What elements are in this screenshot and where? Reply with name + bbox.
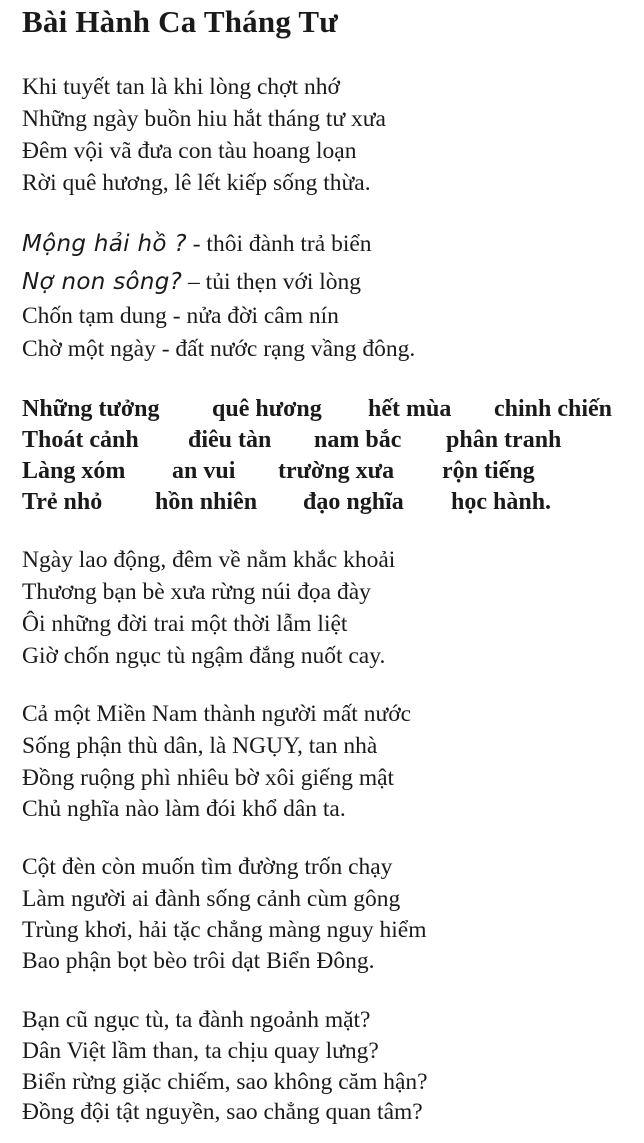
poem-line: Cả một Miền Nam thành người mất nước <box>22 701 412 727</box>
phrase: học hành. <box>451 489 552 515</box>
phrase: an vui <box>172 458 236 484</box>
poem-line: Giờ chốn ngục tù ngậm đắng nuốt cay. <box>22 643 386 669</box>
phrase: quê hương <box>212 396 322 422</box>
poem-line: Cột đèn còn muốn tìm đường trốn chạy <box>22 854 393 880</box>
poem-line <box>22 271 361 295</box>
poem-line: Rời quê hương, lê lết kiếp sống thừa. <box>22 170 371 196</box>
poem-line: Làm người ai đành sống cảnh cùm gông <box>22 886 401 912</box>
poem-line: Trùng khơi, hải tặc chẳng màng nguy hiểm <box>22 917 427 943</box>
phrase: chinh chiến <box>494 396 613 422</box>
phrase: Những tưởng <box>22 396 160 422</box>
poem-line <box>0 489 644 517</box>
poem-line: Đồng ruộng phì nhiêu bờ xôi giếng mật <box>22 765 395 791</box>
poem-line: Chốn tạm dung - nửa đời câm nín <box>22 303 339 329</box>
phrase: rộn tiếng <box>442 458 535 484</box>
phrase: nam bắc <box>314 427 402 453</box>
poem-line: Sống phận thù dân, là NGỤY, tan nhà <box>22 733 378 759</box>
poem-line <box>0 396 644 424</box>
poem-line: Đồng đội tật nguyền, sao chẳng quan tâm? <box>22 1099 423 1125</box>
phrase: trường xưa <box>278 458 395 484</box>
phrase: hết mùa <box>368 396 452 422</box>
poem-line <box>22 233 372 257</box>
poem-line <box>0 458 644 486</box>
phrase: phân tranh <box>446 427 562 453</box>
phrase: Thoát cảnh <box>22 427 139 453</box>
poem-line: Chủ nghĩa nào làm đói khổ dân ta. <box>22 796 346 822</box>
poem-title: Bài Hành Ca Tháng Tư <box>22 4 339 39</box>
poem-line: Biển rừng giặc chiếm, sao không căm hận? <box>22 1069 428 1095</box>
poem-line: Bao phận bọt bèo trôi dạt Biển Đông. <box>22 948 375 974</box>
phrase: điêu tàn <box>188 427 272 453</box>
poem-line: Chờ một ngày - đất nước rạng vầng đông. <box>22 336 416 362</box>
handwritten-phrase: Mộng hải hồ ? <box>22 231 187 257</box>
poem-line: Dân Việt lầm than, ta chịu quay lưng? <box>22 1038 379 1064</box>
phrase: Làng xóm <box>22 458 126 484</box>
poem-line: Ôi những đời trai một thời lẫm liệt <box>22 611 348 637</box>
poem-line-text: – tủi thẹn với lòng <box>182 269 362 295</box>
poem-line: Ngày lao động, đêm về nằm khắc khoải <box>22 547 396 573</box>
poem-line <box>0 427 644 455</box>
phrase: Trẻ nhỏ <box>22 489 103 515</box>
poem-line: Thương bạn bè xưa rừng núi đọa đày <box>22 579 371 605</box>
poem-line: Bạn cũ ngục tù, ta đành ngoảnh mặt? <box>22 1007 371 1033</box>
poem-line: Đêm vội vã đưa con tàu hoang loạn <box>22 138 357 164</box>
poem-line: Những ngày buồn hiu hắt tháng tư xưa <box>22 106 386 132</box>
handwritten-phrase: Nợ non sông? <box>22 269 183 295</box>
poem-line: Khi tuyết tan là khi lòng chợt nhớ <box>22 74 340 100</box>
phrase: hồn nhiên <box>155 489 258 515</box>
phrase: đạo nghĩa <box>303 489 404 515</box>
poem-line-text: - thôi đành trả biển <box>186 231 372 257</box>
